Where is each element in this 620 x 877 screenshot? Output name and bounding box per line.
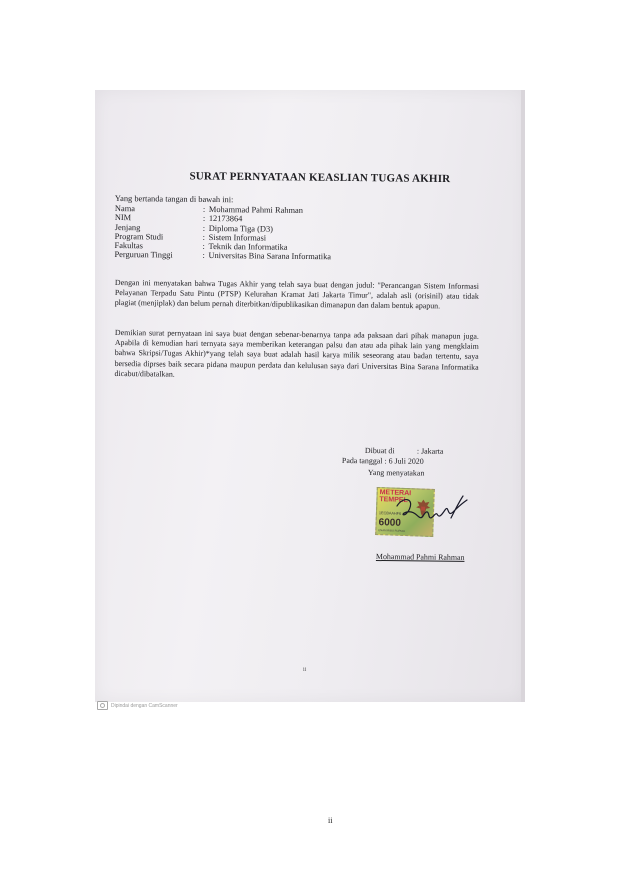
made-in-label: Dibuat di [364,446,395,456]
field-row-fakultas: Fakultas : Teknik dan Informatika [114,241,288,252]
date-line [342,456,424,466]
scanner-watermark [97,701,178,710]
date-label: Pada tanggal [341,456,383,466]
field-value: Universitas Bina Sarana Informatika [208,251,332,262]
field-row-program-studi: Program Studi : Sistem Informasi [114,231,267,243]
field-row-nim: NIM : 12173864 [114,213,243,224]
made-in-line [365,446,444,456]
stamp-code: 1ECBAAHF6 [378,511,402,516]
stamp-title: METERAI TEMPEL [379,489,412,505]
document-title: SURAT PERNYATAAN KEASLIAN TUGAS AKHIR [189,170,451,186]
identity-fields [114,204,331,262]
handwritten-signature [393,492,473,532]
field-value: Sistem Informasi [208,232,267,243]
stamp-value: 6000 [378,517,402,529]
made-in-value: : Jakarta [416,446,444,456]
intro-text: Yang bertanda tangan di bawah ini: [114,194,234,205]
scan-edge [521,90,525,702]
declaration-paragraph: Dengan ini menyatakan bahwa Tugas Akhir yang telah saya buat dengan judul: "Perancangan Sistem Informasi Pelayanan Terpadu Satu Pintu (PTSP) Kelurahan Kramat Jati Jakarta Timur", adalah asli (orisinil) atau tidak plagiat (menjiplak) dan belum pernah diterbitkan/dipublikasikan dimanapun dan dalam bentuk apapun. [114,278,479,311]
field-value: Diploma Tiga (D3) [208,223,274,234]
camera-icon [97,701,108,710]
declarant-label: Yang menyatakan [367,468,425,478]
page-number: ii [328,816,333,825]
field-row-perguruan-tinggi: Perguruan Tinggi : Universitas Bina Sarana Informatika [114,250,332,262]
field-label: NIM [114,213,132,223]
field-value: Teknik dan Informatika [208,242,288,252]
field-label: Program Studi [114,231,164,242]
field-label: Fakultas [114,241,143,251]
inner-page-number: ii [303,667,307,673]
field-value: 12173864 [208,214,243,224]
stamp-subtitle: ENAM RIBU RUPIAH [378,528,406,534]
field-label: Jenjang [114,222,141,232]
field-row-nama: Nama : Mohammad Pahmi Rahman [114,204,303,215]
signer-name: Mohammad Pahmi Rahman [375,552,465,562]
date-value: : 6 Juli 2020 [384,456,424,466]
closing-paragraph: Demikian surat pernyataan ini saya buat dengan sebenar-benarnya tanpa ada paksaan dari pihak manapun juga. Apabila di kemudian hari ternyata saya memberikan keterangan palsu dan atau ada pihak lain yang mengklaim bahwa Skripsi/Tugas Akhir)*yang telah saya buat adalah hasil karya milik seseorang atau badan tertentu, saya bersedia diprses baik secara pidana maupun perdata dan kelulusan saya dari Universitas Bina Sarana Informatika dicabut/dibatalkan. [114,328,479,379]
scanned-document [95,90,525,702]
field-label: Perguruan Tinggi [114,250,173,261]
field-label: Nama [114,204,135,214]
field-value: Mohammad Pahmi Rahman [208,204,303,215]
field-row-jenjang: Jenjang : Diploma Tiga (D3) [114,222,274,234]
watermark-text: Dipindai dengan CamScanner [111,702,178,709]
